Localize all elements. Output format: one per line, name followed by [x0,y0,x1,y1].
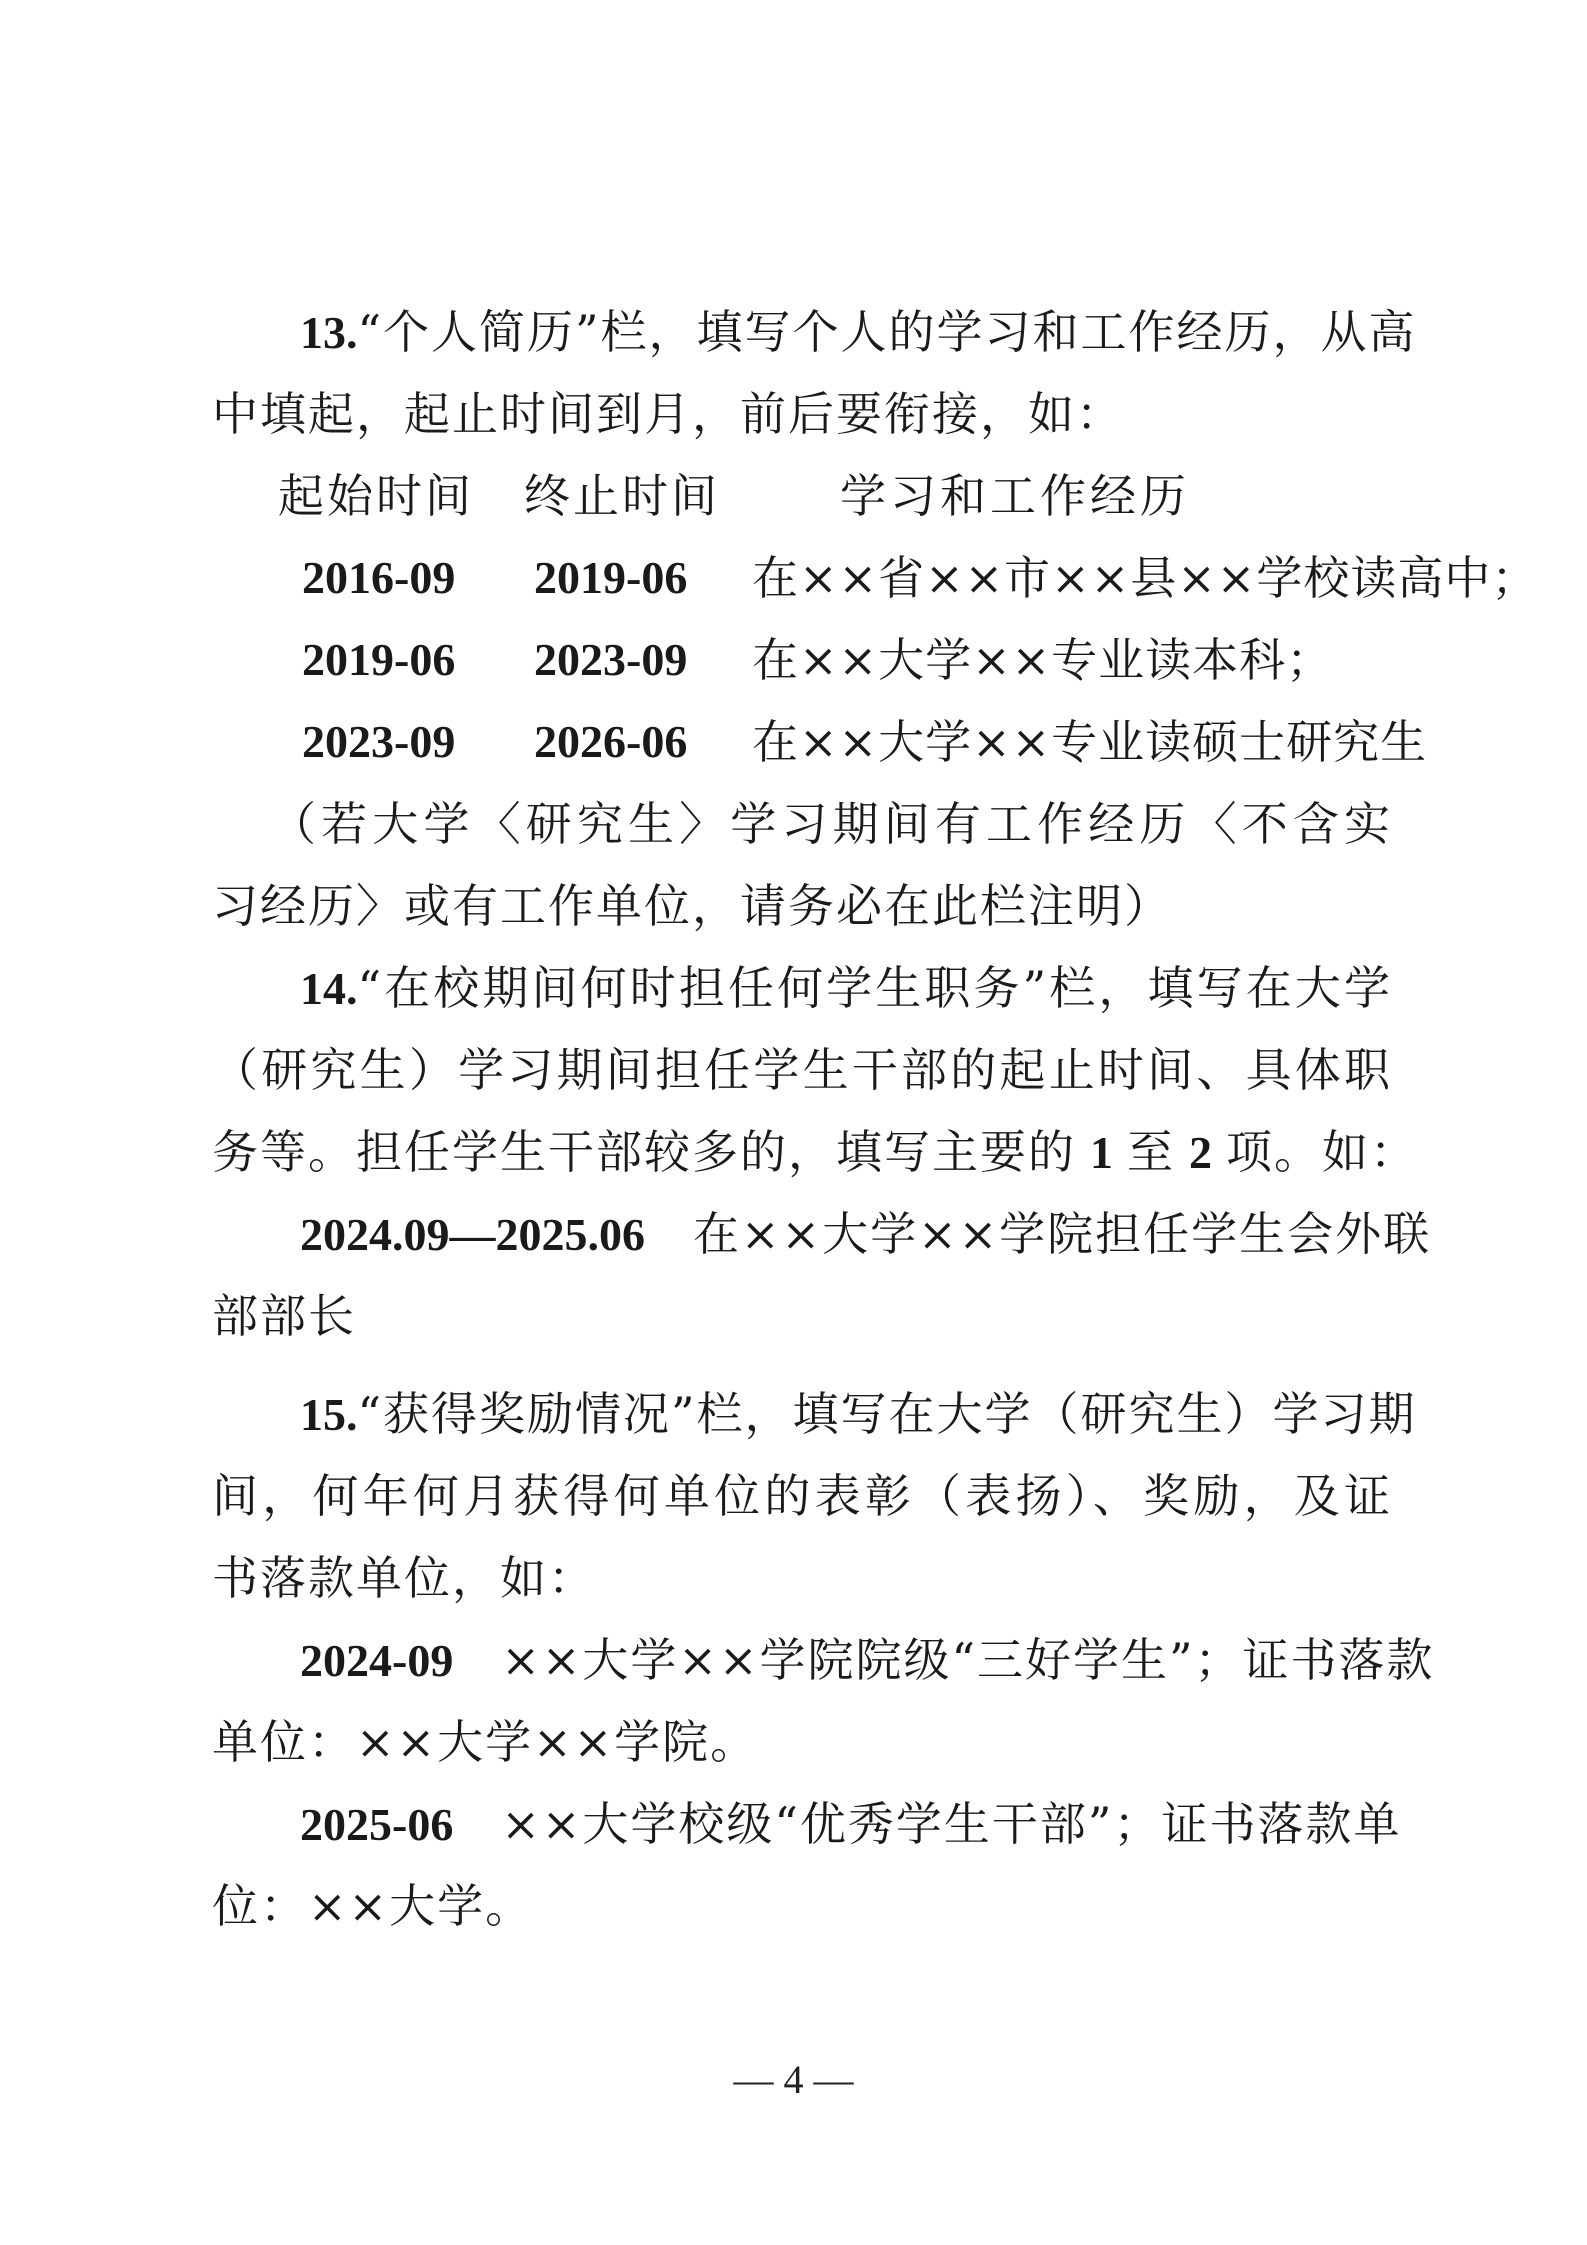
item14-text-3a: 务等。担任学生干部较多的，填写主要的 [212,1125,1076,1179]
row-start: 2023-09 [302,716,456,767]
row-desc: 在××省××市××县××学校读高中； [752,551,1539,605]
item13-line1 [300,302,1417,363]
item15-line3: 书落款单位，如： [212,1551,596,1605]
item15-line1 [300,1384,1417,1445]
row-desc: 在××大学××专业读本科； [752,633,1334,687]
item13-line2: 中填起，起止时间到月，前后要衔接，如： [212,387,1124,441]
item15-label: 15. [300,1389,358,1440]
item14-line1 [300,958,1392,1019]
item13-note-line2: 习经历〉或有工作单位，请务必在此栏注明） [212,879,1172,933]
header-end-time: 终止时间 [524,469,720,523]
row-desc: 在××大学××专业读硕士研究生 [752,715,1428,769]
item14-example-date: 2024.09—2025.06 [300,1209,645,1260]
resume-table-header [212,466,1392,526]
item13-text-1: “个人简历”栏，填写个人的学习和工作经历，从高 [357,305,1417,359]
item14-line2: （研究生）学习期间担任学生干部的起止时间、具体职 [212,1043,1392,1097]
item14-text-1: “在校期间何时担任何学生职务”栏，填写在大学 [357,961,1392,1015]
row-start: 2016-09 [302,552,456,603]
resume-table-row [212,548,1539,608]
item15-example1-date: 2024-09 [300,1635,454,1686]
resume-table-row [212,630,1392,690]
item14-label: 14. [300,963,358,1014]
page-number: — 4 — [733,2057,854,2102]
item15-example2-text: ××大学校级“优秀学生干部”；证书落款单 [501,1797,1402,1851]
item13-note-line1: （若大学〈研究生〉学习期间有工作经历〈不含实 [270,797,1392,851]
item14-example-text: 在××大学××学院担任学生会外联 [693,1207,1432,1261]
item13-label: 13. [300,307,358,358]
item15-example1-text: ××大学××学院院级“三好学生”；证书落款 [501,1633,1435,1687]
row-end: 2019-06 [534,552,688,603]
item15-example1-line2: 单位：××大学××学院。 [212,1715,759,1769]
item14-text-3c: 项。如： [1226,1125,1418,1179]
resume-table-row [212,712,1428,772]
item14-line3 [212,1122,1418,1183]
item14-example-line1 [300,1204,1432,1265]
item15-example2-line2: 位：××大学。 [212,1879,534,1933]
header-experience: 学习和工作经历 [840,469,1190,523]
item14-number-2: 2 [1189,1127,1212,1178]
row-end: 2026-06 [534,716,688,767]
item14-text-3b: 至 [1127,1125,1175,1179]
item15-example2-line1 [300,1794,1402,1855]
item15-text-1: “获得奖励情况”栏，填写在大学（研究生）学习期 [357,1387,1417,1441]
item15-example2-date: 2025-06 [300,1799,454,1850]
header-start-time: 起始时间 [278,469,474,523]
item14-example-line2: 部部长 [212,1289,356,1343]
item15-line2: 间，何年何月获得何单位的表彰（表扬）、奖励，及证 [212,1469,1392,1523]
row-end: 2023-09 [534,634,688,685]
row-start: 2019-06 [302,634,456,685]
item15-example1-line1 [300,1630,1435,1691]
item14-number-1: 1 [1090,1127,1113,1178]
